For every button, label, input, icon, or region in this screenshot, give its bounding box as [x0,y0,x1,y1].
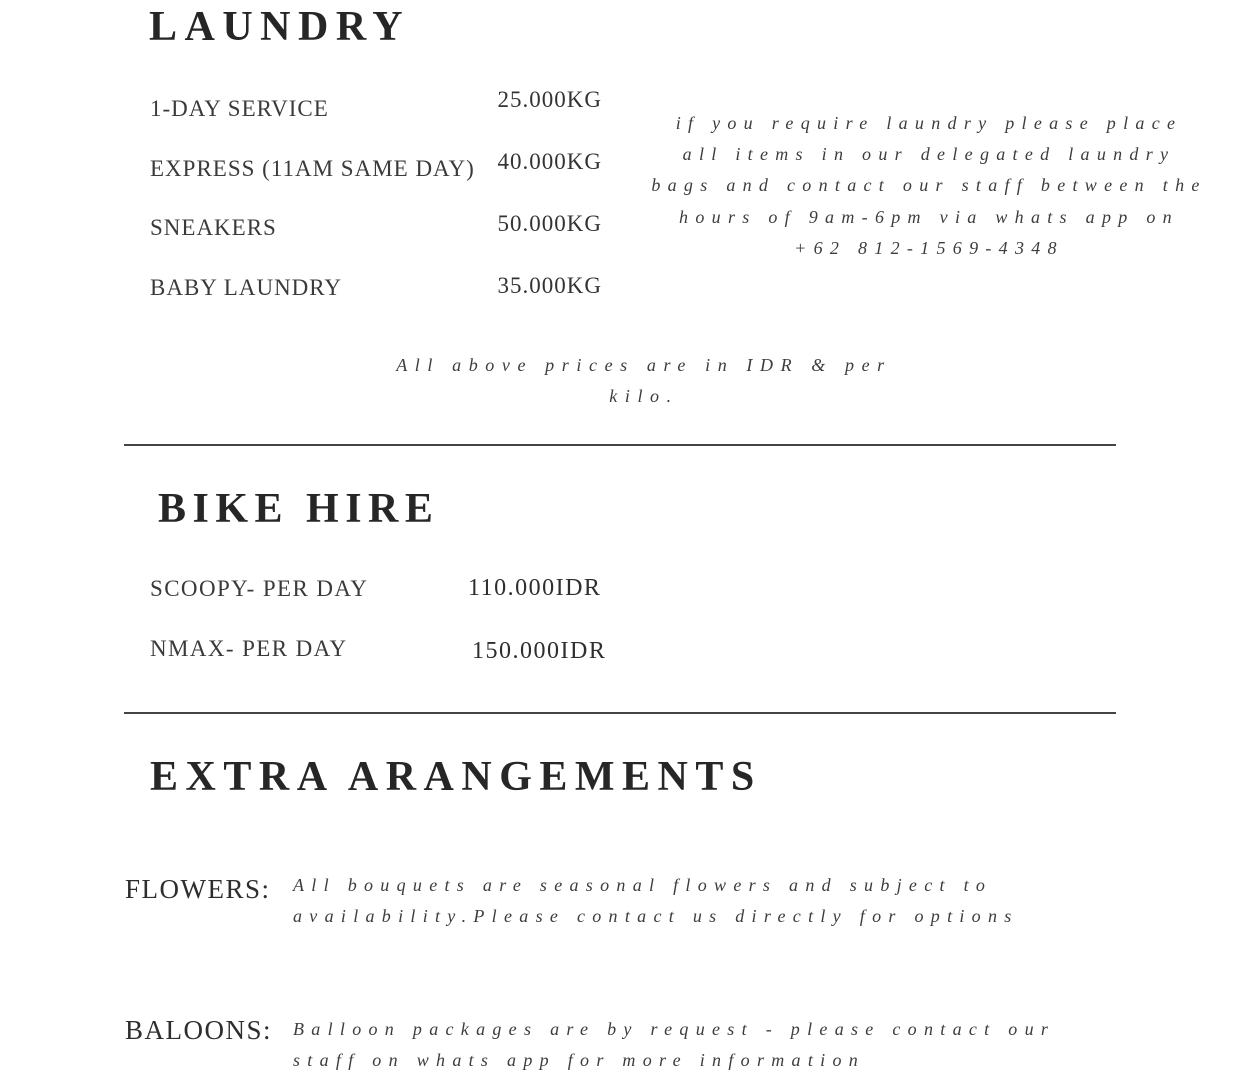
laundry-note-line: if you require laundry please place [675,113,1183,133]
laundry-item-price: 35.000KG [497,273,602,298]
bike-item-label: SCOOPY- PER DAY [150,576,369,601]
laundry-item-label: SNEAKERS [150,215,277,240]
laundry-heading: LAUNDRY [149,4,411,50]
laundry-note-line: all items in our delegated laundry [682,144,1176,165]
balloons-description-line: staff on whats app for more information [293,1050,866,1071]
balloons-description [293,1014,1055,1076]
bike-item-price: 150.000IDR [472,638,607,664]
laundry-note-phone: +62 812-1569-4348 [794,237,1064,258]
balloons-label: BALOONS: [125,1015,273,1045]
price-currency-note [344,350,944,412]
laundry-instructions-note [640,108,1218,264]
section-divider [124,444,1116,446]
flowers-description-line: All bouquets are seasonal flowers and subject to [293,875,993,895]
laundry-item-label: EXPRESS (11AM SAME DAY) [150,156,475,181]
laundry-item-label: 1-DAY SERVICE [150,96,329,121]
section-divider [124,712,1116,714]
balloons-description-line: Balloon packages are by request - please contact our [293,1019,1056,1039]
price-note-line: kilo. [609,386,679,407]
laundry-item-label: BABY LAUNDRY [150,275,342,300]
flowers-description-line: availability.Please contact us directly for options [293,906,1019,927]
laundry-item-price: 50.000KG [497,211,602,236]
bike-hire-heading: BIKE HIRE [158,486,440,532]
bike-item-price: 110.000IDR [468,575,602,601]
laundry-item-price: 25.000KG [497,87,602,112]
laundry-note-line: hours of 9am-6pm via whats app on [679,206,1179,227]
extra-arrangements-heading: EXTRA ARANGEMENTS [150,754,762,800]
laundry-note-line: bags and contact our staff between the [651,175,1207,196]
flowers-label: FLOWERS: [125,874,271,904]
price-note-line: All above prices are in IDR & per [396,355,892,375]
laundry-item-price: 40.000KG [497,149,602,174]
bike-item-label: NMAX- PER DAY [150,636,348,661]
flowers-description [293,870,1019,932]
